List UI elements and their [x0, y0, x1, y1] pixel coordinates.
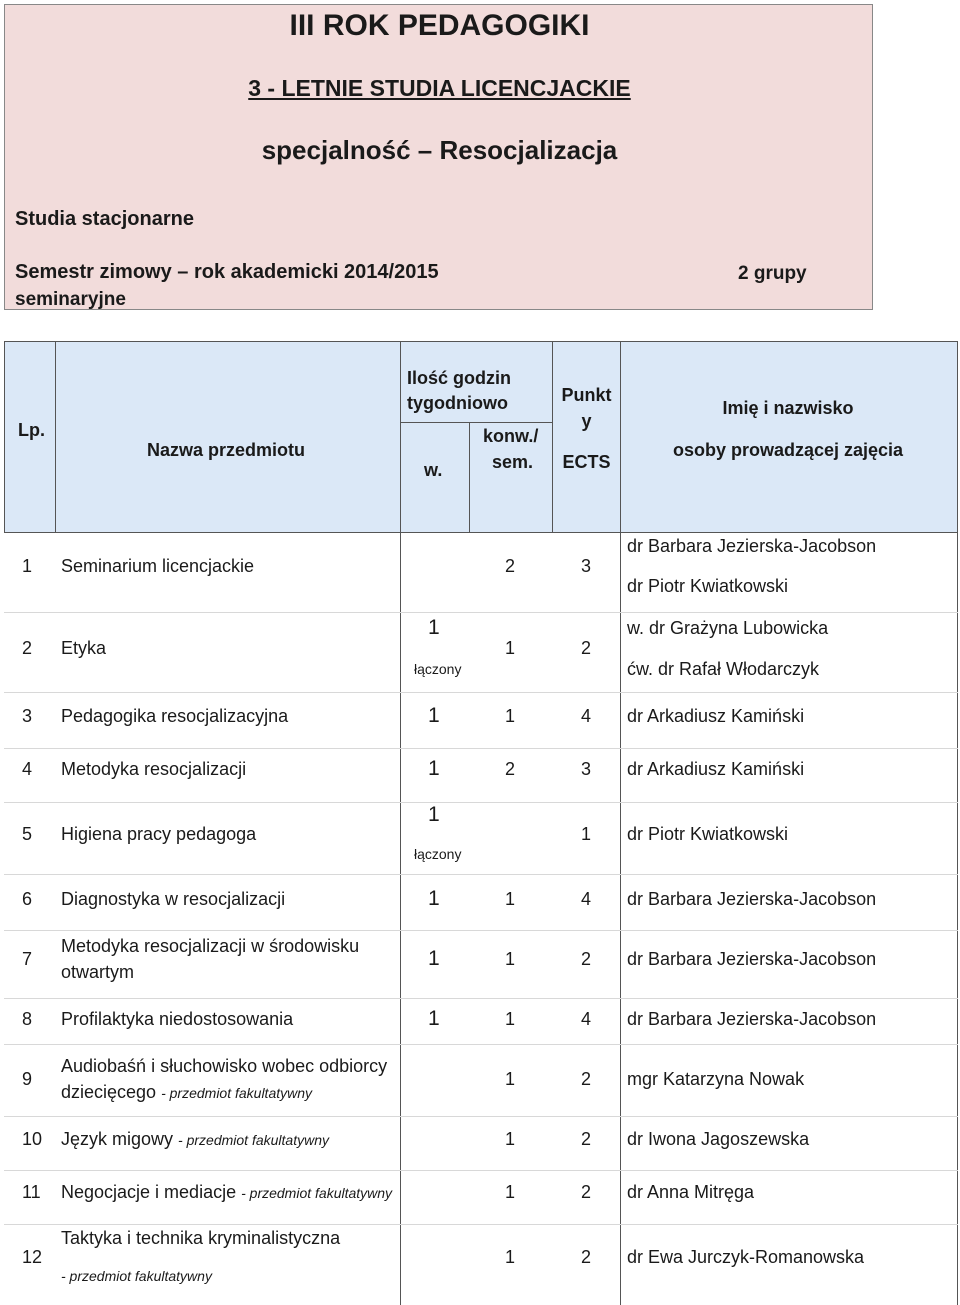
header-lp: Lp.	[18, 420, 45, 440]
groups-count: 2 grupy	[738, 263, 807, 284]
optional-course-note: - przedmiot fakultatywny	[178, 1132, 329, 1148]
row-lp: 5	[22, 824, 33, 844]
row-ects: 2	[581, 1069, 592, 1089]
header-konw-l2: sem.	[492, 452, 534, 472]
row-ects: 2	[581, 1247, 592, 1267]
row-lp: 12	[22, 1247, 43, 1267]
row-konw: 1	[505, 1247, 516, 1267]
table-border	[400, 341, 401, 1305]
row-subject: Profilaktyka niedostosowania	[61, 1009, 294, 1029]
table-border	[4, 341, 5, 532]
row-teacher: dr Arkadiusz Kamiński	[627, 706, 805, 726]
table-border	[957, 341, 958, 1305]
optional-course-note: - przedmiot fakultatywny	[61, 1268, 212, 1284]
row-konw: 1	[505, 1069, 516, 1089]
row-ects: 2	[581, 1129, 592, 1149]
row-subject: Diagnostyka w resocjalizacji	[61, 889, 286, 909]
row-konw: 1	[505, 706, 516, 726]
table-border	[55, 341, 56, 532]
row-divider	[4, 612, 958, 613]
row-ects: 3	[581, 556, 592, 576]
row-teacher: dr Anna Mitręga	[627, 1182, 755, 1202]
header-ects-l3: ECTS	[562, 452, 611, 472]
row-teacher: w. dr Grażyna Lubowicka	[627, 618, 829, 638]
header-hours-l1: Ilość godzin	[407, 368, 512, 388]
optional-course-note: - przedmiot fakultatywny	[161, 1085, 313, 1101]
row-lp: 9	[22, 1069, 33, 1089]
row-konw: 1	[505, 638, 516, 658]
row-lecture: 1	[428, 616, 440, 639]
row-subject: Język migowy - przedmiot fakultatywny	[61, 1129, 329, 1149]
header-hours-l2: tygodniowo	[407, 393, 508, 413]
row-divider	[4, 1224, 958, 1225]
row-lecture-note: łączony	[414, 661, 462, 677]
row-divider	[4, 1044, 958, 1045]
row-teacher: dr Ewa Jurczyk-Romanowska	[627, 1247, 865, 1267]
row-ects: 1	[581, 824, 592, 844]
row-konw: 1	[505, 1009, 516, 1029]
row-divider	[4, 1170, 958, 1171]
row-subject: Metodyka resocjalizacji	[61, 759, 247, 779]
header-ects-l2: y	[581, 411, 592, 431]
header-teacher-l2: osoby prowadzącej zajęcia	[672, 440, 904, 460]
row-lp: 4	[22, 759, 33, 779]
semester-info: Semestr zimowy – rok akademicki 2014/2015	[15, 261, 439, 283]
row-subject: Seminarium licencjackie	[61, 556, 255, 576]
row-lp: 3	[22, 706, 33, 726]
specialty-heading: specjalność – Resocjalizacja	[261, 135, 618, 165]
row-lp: 7	[22, 949, 33, 969]
row-teacher-2: dr Piotr Kwiatkowski	[627, 576, 789, 596]
row-subject: Metodyka resocjalizacji w środowisku	[61, 936, 360, 956]
row-ects: 4	[581, 1009, 592, 1029]
row-ects: 2	[581, 638, 592, 658]
row-lecture: 1	[428, 1007, 440, 1030]
row-konw: 1	[505, 1182, 516, 1202]
table-border	[469, 422, 470, 532]
row-subject: Taktyka i technika kryminalistyczna	[61, 1228, 341, 1248]
row-teacher: dr Piotr Kwiatkowski	[627, 824, 789, 844]
row-lecture: 1	[428, 947, 440, 970]
row-konw: 1	[505, 1129, 516, 1149]
header-konw-l1: konw./	[483, 426, 539, 446]
row-teacher: dr Barbara Jezierska-Jacobson	[627, 1009, 877, 1029]
row-lp: 1	[22, 556, 33, 576]
row-divider	[4, 802, 958, 803]
row-lecture: 1	[428, 887, 440, 910]
row-divider	[4, 874, 958, 875]
row-divider	[4, 748, 958, 749]
header-subject: Nazwa przedmiotu	[147, 440, 306, 460]
header-lecture: w.	[424, 460, 443, 480]
row-ects: 3	[581, 759, 592, 779]
row-konw: 2	[505, 556, 516, 576]
row-lp: 10	[22, 1129, 43, 1149]
row-subject: Pedagogika resocjalizacyjna	[61, 706, 289, 726]
header-teacher-l1: Imię i nazwisko	[722, 398, 854, 418]
row-subject-2: dziecięcego - przedmiot fakultatywny	[61, 1082, 313, 1102]
row-divider	[4, 692, 958, 693]
title-block	[4, 4, 873, 310]
page-title: III ROK PEDAGOGIKI	[289, 9, 590, 42]
row-ects: 2	[581, 1182, 592, 1202]
row-ects: 4	[581, 706, 592, 726]
optional-course-note: - przedmiot fakultatywny	[241, 1185, 393, 1201]
row-konw: 1	[505, 949, 516, 969]
row-ects: 2	[581, 949, 592, 969]
row-subject: Audiobaśń i słuchowisko wobec odbiorcy	[61, 1056, 388, 1076]
row-konw: 2	[505, 759, 516, 779]
row-teacher: dr Barbara Jezierska-Jacobson	[627, 889, 877, 909]
row-konw: 1	[505, 889, 516, 909]
row-subject: Higiena pracy pedagoga	[61, 824, 257, 844]
row-teacher: dr Barbara Jezierska-Jacobson	[627, 949, 877, 969]
study-type-heading: 3 - LETNIE STUDIA LICENCJACKIE	[248, 75, 631, 101]
row-divider	[4, 998, 958, 999]
row-ects: 4	[581, 889, 592, 909]
table-border	[552, 341, 553, 532]
row-teacher-2: ćw. dr Rafał Włodarczyk	[627, 659, 820, 679]
header-ects-l1: Punkt	[561, 385, 612, 405]
row-subject-2: otwartym	[61, 962, 135, 982]
groups-type: seminaryjne	[15, 289, 126, 310]
row-lecture: 1	[428, 757, 440, 780]
table-top-border	[4, 341, 958, 342]
row-lp: 11	[22, 1182, 41, 1202]
row-lp: 2	[22, 638, 33, 658]
row-lp: 8	[22, 1009, 33, 1029]
row-teacher: mgr Katarzyna Nowak	[627, 1069, 805, 1089]
row-teacher: dr Arkadiusz Kamiński	[627, 759, 805, 779]
row-teacher: dr Iwona Jagoszewska	[627, 1129, 810, 1149]
row-teacher: dr Barbara Jezierska-Jacobson	[627, 536, 877, 556]
row-lp: 6	[22, 889, 33, 909]
row-subject: Etyka	[61, 638, 107, 658]
row-subject: Negocjacje i mediacje - przedmiot fakultatywny	[61, 1182, 393, 1202]
row-lecture: 1	[428, 704, 440, 727]
hours-subheader-divider	[400, 422, 552, 423]
study-mode: Studia stacjonarne	[15, 208, 194, 230]
row-lecture-note: łączony	[414, 846, 462, 862]
table-border	[620, 341, 621, 1305]
row-divider	[4, 930, 958, 931]
row-lecture: 1	[428, 803, 440, 826]
row-divider	[4, 1116, 958, 1117]
